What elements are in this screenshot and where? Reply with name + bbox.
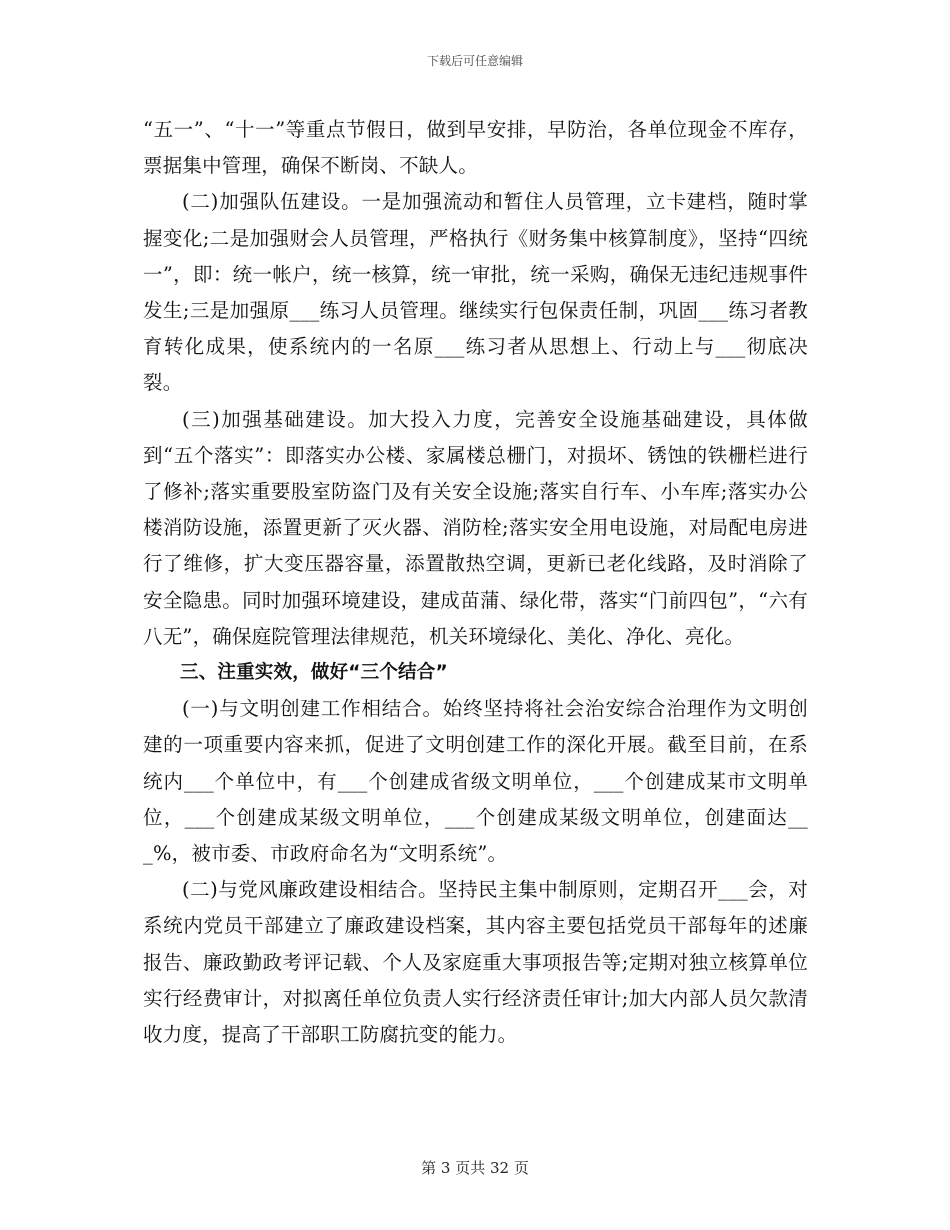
paragraph-holiday-arrangement: “五一”、“十一”等重点节假日，做到早安排，早防治，各单位现金不库存，票据集中管理，确保不断岗、不缺人。 — [143, 118, 808, 178]
paragraph-infrastructure: (三)加强基础建设。加大投入力度，完善安全设施基础建设，具体做到“五个落实”：即落实办公楼、家属楼总栅门，对损坏、锈蚀的铁栅栏进行了修补;落实重要股室防盗门及有关安全设施;落实自行车、小车库;落实办公楼消防设施，添置更新了灭火器、消防栓;落实安全用电设施，对局配电房进行了维修，扩大变压器容量，添置散热空调，更新已老化线路，及时消除了安全隐患。同时加强环境建设，建成苗蒲、绿化带，落实“门前四包”，“六有八无”，确保庭院管理法律规范，机关环境绿化、美化、净化、亮化。 — [143, 407, 808, 648]
paragraph-party-integrity: (二)与党风廉政建设相结合。坚持民主集中制原则，定期召开___会，对系统内党员干部建立了廉政建设档案，其内容主要包括党员干部每年的述廉报告、廉政勤政考评记载、个人及家庭重大事项报告等;定期对独立核算单位实行经费审计，对拟离任单位负责人实行经济责任审计;加大内部人员欠款清收力度，提高了干部职工防腐抗变的能力。 — [143, 878, 808, 1047]
document-body — [143, 112, 808, 1053]
section-heading-three-combinations: 三、注重实效，做好“三个结合” — [180, 662, 448, 684]
paragraph-team-building: (二)加强队伍建设。一是加强流动和暂住人员管理，立卡建档，随时掌握变化;二是加强财会人员管理，严格执行《财务集中核算制度》，坚持“四统一”，即：统一帐户，统一核算，统一审批，统一采购，确保无违纪违规事件发生;三是加强原___练习人员管理。继续实行包保责任制，巩固___练习者教育转化成果，使系统内的一名原___练习者从思想上、行动上与___彻底决裂。 — [143, 190, 808, 395]
page-number: 第 3 页共 32 页 — [421, 1159, 529, 1177]
page-header-note: 下载后可任意编辑 — [426, 54, 523, 68]
paragraph-civilization-building: (一)与文明创建工作相结合。始终坚持将社会治安综合治理作为文明创建的一项重要内容来抓，促进了文明创建工作的深化开展。截至目前，在系统内___个单位中，有___个创建成省级文明单位，___个创建成某市文明单位，___个创建成某级文明单位，___个创建成某级文明单位，创建面达___%，被市委、市政府命名为“文明系统”。 — [143, 697, 808, 866]
